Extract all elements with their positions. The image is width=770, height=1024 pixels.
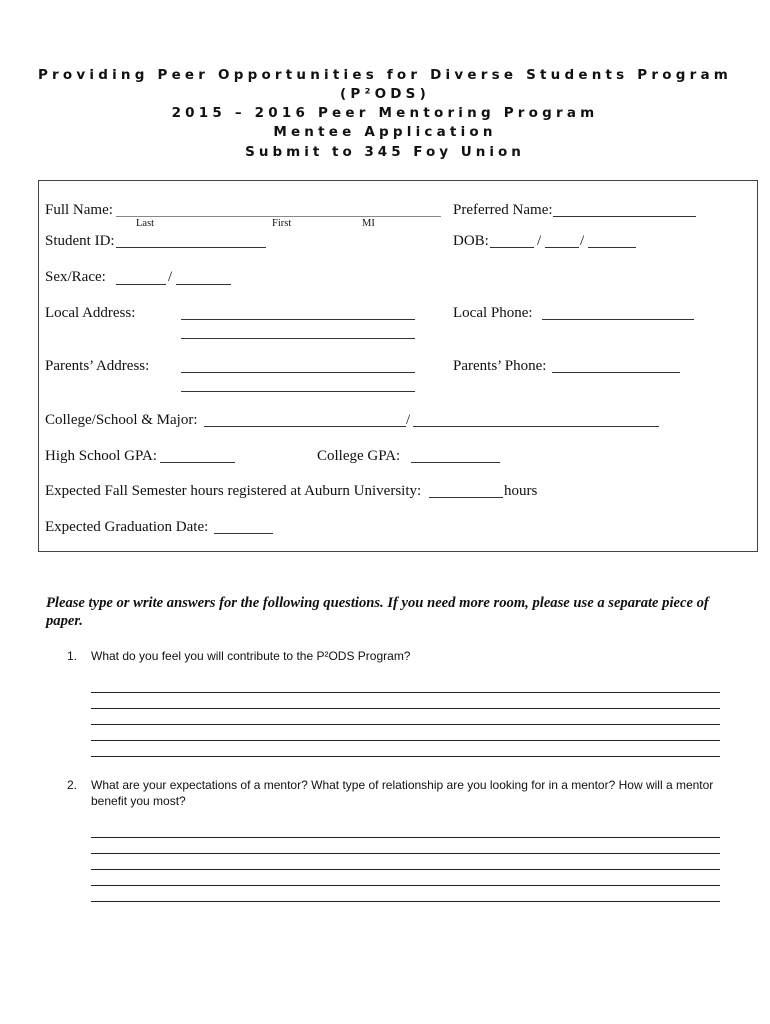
question-2-text: What are your expectations of a mentor? What type of relationship are you looking for in a mentor? How will a mentor benefit you most? — [91, 778, 714, 808]
local-address-line-1[interactable] — [181, 319, 415, 320]
question-1-answer-line[interactable] — [91, 724, 720, 725]
question-2-answer-line[interactable] — [91, 853, 720, 854]
parents-phone-label: Parents’ Phone: — [453, 358, 547, 374]
local-address-line-2[interactable] — [181, 338, 415, 339]
question-2-number: 2. — [67, 778, 78, 792]
dob-label: DOB: — [453, 233, 489, 249]
dob-separator-2: / — [580, 233, 585, 249]
sex-race-separator: / — [168, 269, 173, 285]
dob-year-field[interactable] — [588, 247, 636, 248]
student-id-field[interactable] — [116, 247, 266, 248]
high-school-gpa-field[interactable] — [160, 462, 235, 463]
question-1-answer-line[interactable] — [91, 708, 720, 709]
college-major-label: College/School & Major: — [45, 412, 198, 428]
question-2-answer-line[interactable] — [91, 901, 720, 902]
hours-suffix: hours — [504, 483, 538, 499]
preferred-name-field[interactable] — [553, 216, 696, 217]
full-name-label: Full Name: — [45, 202, 113, 218]
question-2-answer-line[interactable] — [91, 885, 720, 886]
dob-month-field[interactable] — [490, 247, 534, 248]
sex-race-label: Sex/Race: — [45, 269, 106, 285]
program-title: Providing Peer Opportunities for Diverse Students Program — [37, 67, 733, 83]
race-field[interactable] — [176, 284, 231, 285]
question-1-answer-line[interactable] — [91, 740, 720, 741]
question-1-answer-line[interactable] — [91, 756, 720, 757]
college-gpa-field[interactable] — [411, 462, 500, 463]
middle-initial-sublabel: MI — [362, 218, 375, 229]
dob-day-field[interactable] — [545, 247, 579, 248]
major-field[interactable] — [413, 426, 659, 427]
submit-instructions: Submit to 345 Foy Union — [245, 144, 525, 160]
preferred-name-label: Preferred Name: — [453, 202, 553, 218]
question-2-answer-line[interactable] — [91, 869, 720, 870]
question-1-answer-line[interactable] — [91, 692, 720, 693]
student-id-label: Student ID: — [45, 233, 115, 249]
last-name-sublabel: Last — [136, 218, 155, 229]
first-name-sublabel: First — [272, 218, 292, 229]
local-phone-field[interactable] — [542, 319, 694, 320]
full-name-field[interactable] — [116, 216, 441, 217]
dob-separator-1: / — [537, 233, 542, 249]
question-1-text: What do you feel you will contribute to the P²ODS Program? — [91, 649, 411, 663]
program-acronym: (P²ODS) — [340, 86, 430, 102]
graduation-date-label: Expected Graduation Date: — [45, 519, 209, 535]
graduation-date-field[interactable] — [214, 533, 273, 534]
questions-instructions: Please type or write answers for the following questions. If you need more room, please use a separate piece of paper. — [46, 595, 709, 629]
high-school-gpa-label: High School GPA: — [45, 448, 157, 464]
college-school-field[interactable] — [204, 426, 406, 427]
application-title: Mentee Application — [273, 124, 497, 140]
parents-address-line-1[interactable] — [181, 372, 415, 373]
program-year-title: 2015 – 2016 Peer Mentoring Program — [171, 105, 599, 121]
question-2-answer-line[interactable] — [91, 837, 720, 838]
college-major-separator: / — [406, 412, 411, 428]
parents-address-label: Parents’ Address: — [45, 358, 150, 374]
parents-phone-field[interactable] — [552, 372, 680, 373]
expected-hours-field[interactable] — [429, 497, 503, 498]
local-address-label: Local Address: — [45, 305, 136, 321]
parents-address-line-2[interactable] — [181, 391, 415, 392]
college-gpa-label: College GPA: — [317, 448, 401, 464]
question-1-number: 1. — [67, 649, 78, 663]
expected-hours-label: Expected Fall Semester hours registered at Auburn University: — [45, 483, 422, 499]
local-phone-label: Local Phone: — [453, 305, 533, 321]
sex-field[interactable] — [116, 284, 166, 285]
